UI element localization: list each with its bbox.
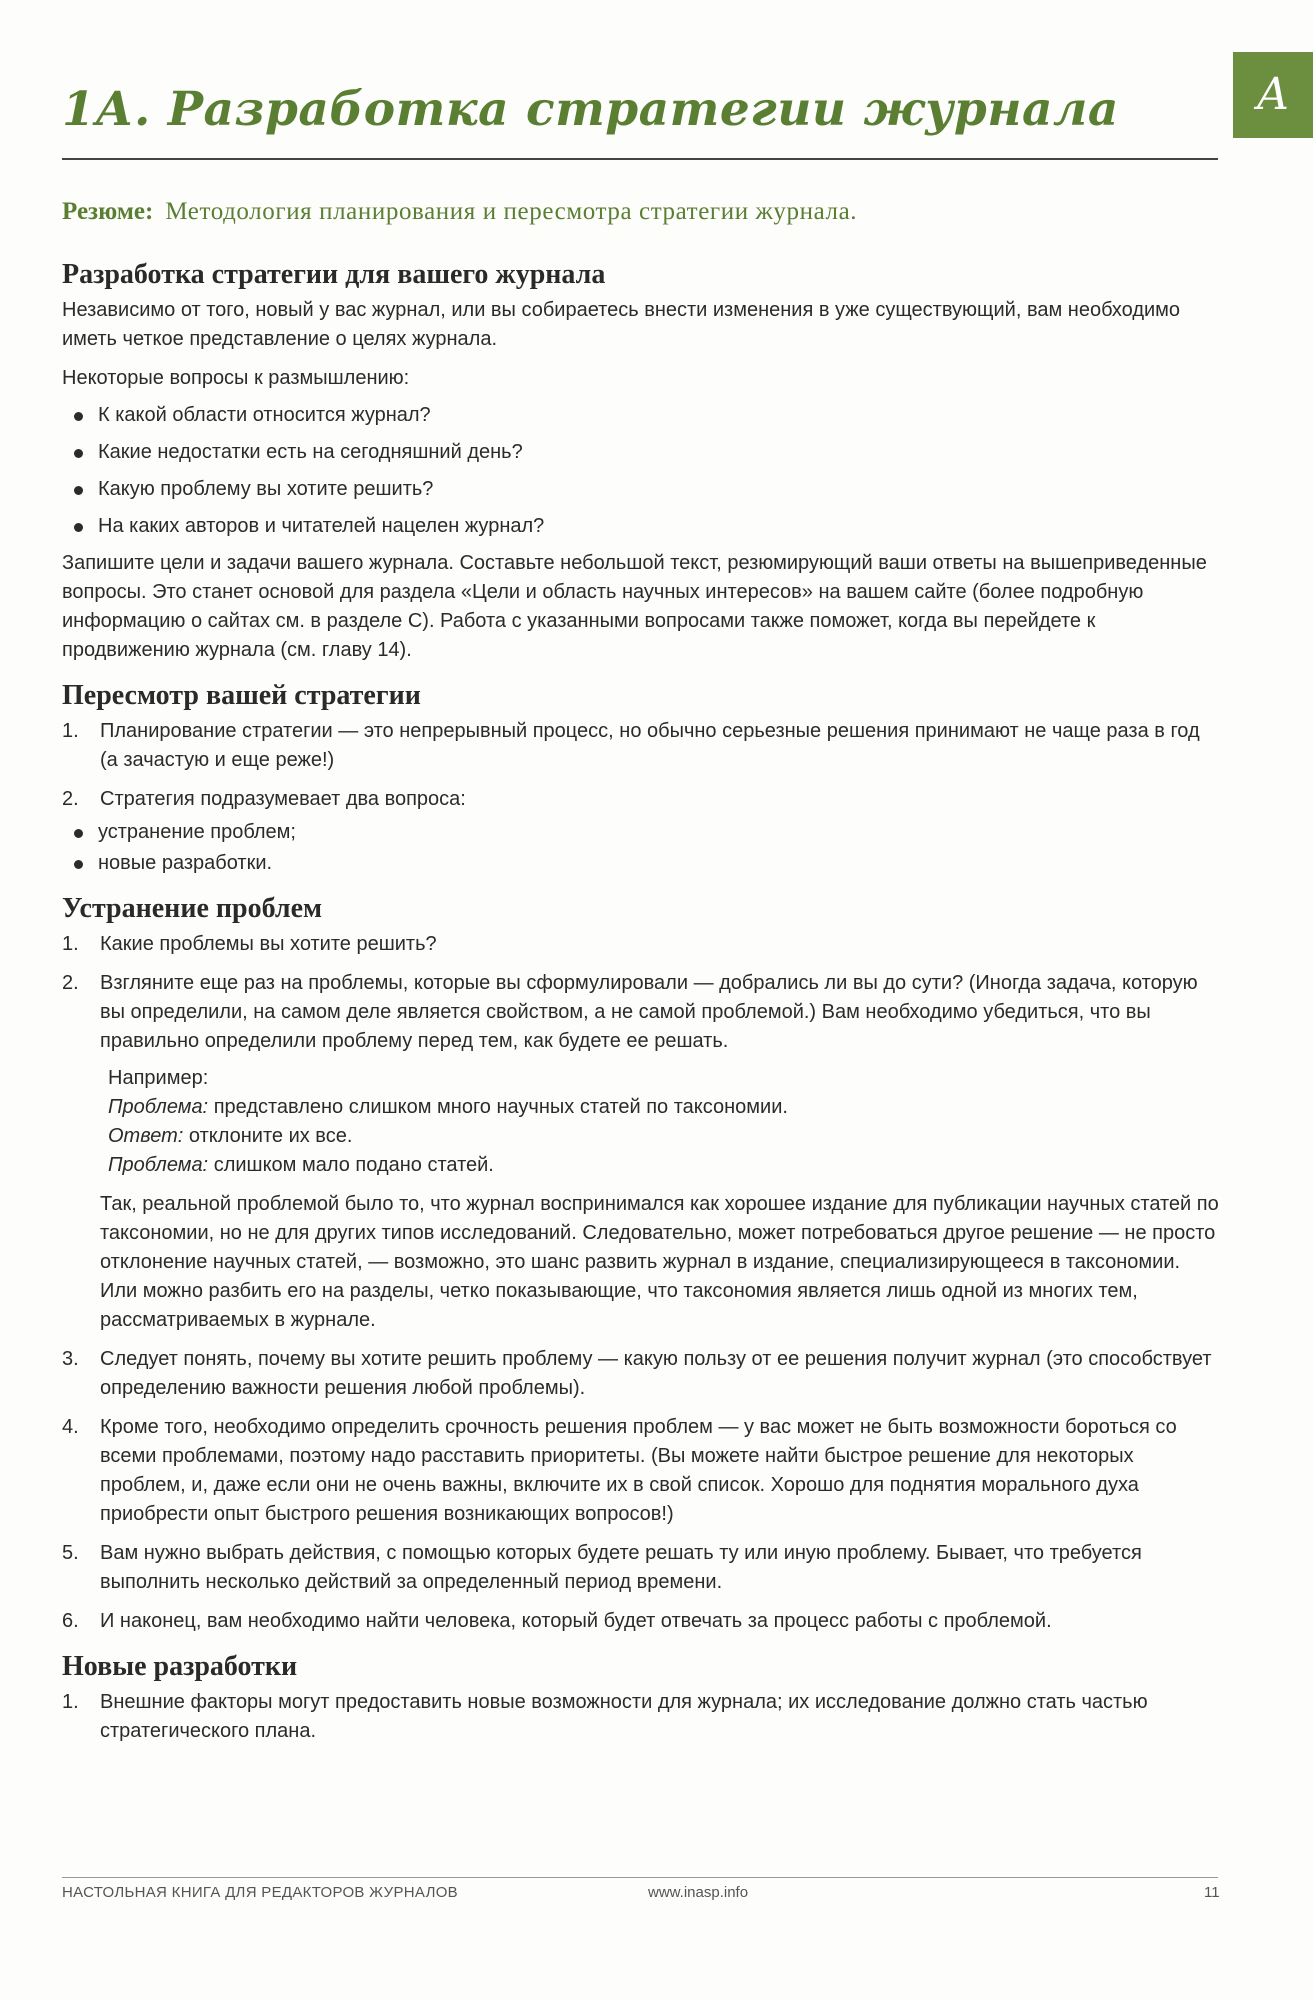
list-item: 1. Внешние факторы могут предоставить новые возможности для журнала; их исследование должно стать частью стратегического плана.	[62, 1691, 1148, 1742]
example-block	[108, 1064, 1222, 1180]
list-item: 6. И наконец, вам необходимо найти человека, который будет отвечать за процесс работы с проблемой.	[62, 1610, 1052, 1632]
page-content	[62, 258, 1222, 1756]
footer-book-title: НАСТОЛЬНАЯ КНИГА ДЛЯ РЕДАКТОРОВ ЖУРНАЛОВ	[62, 1884, 458, 1901]
example-problem-1: Проблема: представлено слишком много научных статей по таксономии.	[108, 1096, 788, 1118]
strategy-closing: Запишите цели и задачи вашего журнала. Составьте небольшой текст, резюмирующий ваши ответы на вышеприведенные вопросы. Это станет основой для раздела «Цели и область научных интересов» на вашем сайте (более подробную информацию о сайтах см. в разделе С). Работа с указанными вопросами также поможет, когда вы перейдете к продвижению журнала (см. главу 14).	[62, 552, 1207, 661]
list-item: 1. Планирование стратегии — это непрерывный процесс, но обычно серьезные решения принимают не чаще раза в год (а зачастую и еще реже!)	[62, 720, 1200, 771]
list-item: 5. Вам нужно выбрать действия, с помощью которых будете решать ту или иную проблему. Бывает, что требуется выполнить несколько действий за определенный период времени.	[62, 1542, 1142, 1593]
page-title: 1А. Разработка стратегии журнала	[62, 82, 1119, 137]
list-item: Какую проблему вы хотите решить?	[62, 475, 1222, 504]
strategy-intro: Независимо от того, новый у вас журнал, или вы собираетесь внести изменения в уже существующий, вам необходимо иметь четкое представление о целях журнала.	[62, 299, 1181, 350]
example-answer: Ответ: отклоните их все.	[108, 1125, 353, 1147]
example-explanation: Так, реальной проблемой было то, что журнал воспринимался как хорошее издание для публикации научных статей по таксономии, но не для других типов исследований. Следовательно, может потребоваться другое решение — не просто отклонение научных статей, — возможно, это шанс развить журнал в издание, специализирующееся в таксономии. Или можно разбить его на разделы, четко показывающие, что таксономия является лишь одной из многих тем, рассматриваемых в журнале.	[100, 1193, 1219, 1331]
list-item: новые разработки.	[62, 849, 1222, 878]
questions-intro: Некоторые вопросы к размышлению:	[62, 367, 410, 389]
footer-website: www.inasp.info	[648, 1884, 749, 1901]
review-list	[62, 717, 1222, 814]
list-item: 2. Стратегия подразумевает два вопроса:	[62, 788, 466, 810]
section-heading-problems: Устранение проблем	[62, 893, 323, 924]
new-dev-list	[62, 1688, 1222, 1746]
list-item: 2. Взгляните еще раз на проблемы, которые вы сформулировали — добрались ли вы до сути? (Иногда задача, которую вы определили, на самом деле является свойством, а не самой проблемой.) Вам необходимо убедиться, что вы правильно определили проблему перед тем, как будете ее решать. Например: Проблема: представлено слишком много научных статей по таксономии. Ответ: отклоните их все. Проблема: слишком мало подано статей. Так, реальной проблемой было то, что журнал воспринимался как хорошее издание для публикации научных статей по таксономии, но не для других типов исследований. Следовательно, может потребоваться другое решение — не просто отклонение научных статей, — возможно, это шанс развить журнал в издание, специализирующееся в таксономии. Или можно разбить его на разделы, четко показывающие, что таксономия является лишь одной из многих тем, рассматриваемых в журнале.	[62, 969, 1222, 1335]
list-item: 3. Следует понять, почему вы хотите решить проблему — какую пользу от ее решения получит журнал (это способствует определению важности решения любой проблемы).	[62, 1348, 1212, 1399]
section-heading-review: Пересмотр вашей стратегии	[62, 680, 421, 711]
list-item: К какой области относится журнал?	[62, 401, 1222, 430]
list-item: 4. Кроме того, необходимо определить срочность решения проблем — у вас может не быть возможности бороться со всеми проблемами, поэтому надо расставить приоритеты. (Вы можете найти быстрое решение для некоторых проблем, и, даже если они не очень важны, включите их в свой список. Хорошо для поднятия морального духа приобрести опыт быстрого решения возникающих вопросов!)	[62, 1416, 1177, 1525]
section-heading-new-developments: Новые разработки	[62, 1651, 298, 1682]
footer-divider	[62, 1877, 1218, 1878]
summary-text: Методология планирования и пересмотра стратегии журнала.	[165, 198, 858, 225]
example-label: Например:	[108, 1067, 209, 1089]
section-tab: A	[1233, 52, 1313, 138]
example-problem-2: Проблема: слишком мало подано статей.	[108, 1154, 494, 1176]
list-item: На каких авторов и читателей нацелен журнал?	[62, 512, 1222, 541]
section-heading-strategy: Разработка стратегии для вашего журнала	[62, 259, 606, 290]
title-divider	[62, 158, 1218, 160]
problems-list	[62, 930, 1222, 1636]
review-bullets	[62, 818, 1222, 878]
page-number: 11	[1204, 1884, 1220, 1901]
summary-label: Резюме:	[62, 198, 154, 225]
list-item: устранение проблем;	[62, 818, 1222, 847]
list-item: 1. Какие проблемы вы хотите решить?	[62, 933, 437, 955]
list-item: Какие недостатки есть на сегодняшний день?	[62, 438, 1222, 467]
summary	[62, 198, 857, 226]
questions-list	[62, 401, 1222, 541]
